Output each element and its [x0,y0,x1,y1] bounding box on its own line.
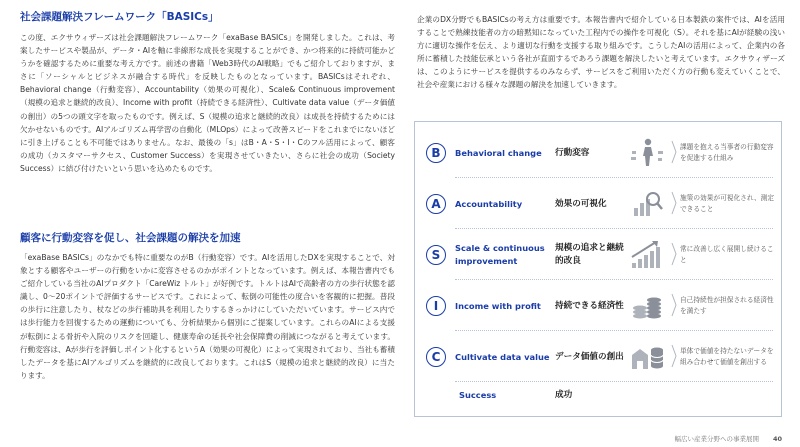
framework-ja: 成功 [555,389,573,400]
magnifier-chart-icon [628,188,666,220]
chevron-right-icon [671,344,677,368]
framework-ja: 行動変容 [555,147,590,158]
divider [455,177,773,178]
framework-en: Scale & continuous improvement [455,243,545,266]
page-number: 40 [772,435,782,443]
framework-en: Income with profit [455,300,541,311]
framework-en: Accountability [455,198,523,209]
framework-en: Cultivate data value [455,351,550,362]
framework-row-b [415,134,781,182]
divider [455,279,773,280]
framework-row-success [415,376,781,424]
letter-circle: I [426,296,446,316]
framework-ja: 規模の追求と継続的改良 [555,243,624,266]
letter-circle: A [426,194,446,214]
framework-desc: 課題を抱える当事者の行動変容を促進する仕組み [680,143,774,162]
person-walking-icon [628,137,666,169]
chevron-right-icon [671,293,677,317]
framework-en: Behavioral change [455,147,542,158]
framework-row-s [415,236,781,284]
right-text: 企業のDX分野でもBASICsの考え方は重要です。本報告書内で紹介している日本製鉄の案件では、AIを活用することで熟練技能者の方の暗黙知になっていた工程内での操作を可視化（S）。それを基にAIが経験の浅い方に適切な操作を伝え、より適切な行動を支援する取り組みです。こうしたAIの活用によって、企業内の各所に蓄積した技能伝承という各社が直面するであろう課題を解決したいと考えています。エクサウィザーズは、このようにサービスを提供するのみならず、サービスをご利用いただく方の行動も変えていくことで、社会や産業における様々な課題の解決を加速していきます。 [417,15,785,90]
letter-circle: B [426,143,446,163]
section2-title: 顧客に行動変容を促し、社会課題の解決を加速 [20,232,241,244]
framework-row-a [415,185,781,233]
section2-text: 「exaBase BASICs」のなかでも特に重要なのがB（行動変容）です。AIを活用したDXを実現することで、対象とする顧客やユーザーの行動をいかに変容させるのかがポイントとなっています。例えば、本報告書内でもご紹介している当社のAIプロダクト「CareWiz トルト」が好例です。トルトはAIで高齢者の方の歩行状態を認識し、0〜20ポイントで評価するサービスです。これによって、転倒の可能性の度合いを客観的に把握。普段の歩行に注意したり、杖などの歩行補助具を利用したりするきっかけにしていただいています。サービス内では歩行能力を回復するための運動についても、分析結果から個別にご提案しています。これらのAIによる支援が転倒による骨折や入院のリスクを回避し、健康寿命の延長や社会保障費の削減につながると考えています。行動変容は、Aが歩行を評価しポイント化するというA（効果の可視化）によって実現されており、当社も蓄積したデータを基にAIアルゴリズムを継続的に改良しております。これはS（規模の追求と継続的改良）に当たります。 [20,253,395,380]
coins-icon [628,290,666,322]
framework-row-i [415,287,781,335]
letter-circle: S [426,245,446,265]
footer-label: 幅広い産業分野への事業展開 [674,435,759,443]
divider [455,228,773,229]
data-store-icon [628,341,666,373]
chevron-right-icon [671,140,677,164]
divider [455,330,773,331]
section1-title: 社会課題解決フレームワーク「BASICs」 [20,11,219,23]
page-footer [674,434,782,443]
letter-circle: C [426,347,446,367]
framework-ja: データ価値の創出 [555,351,624,362]
framework-desc: 常に改善し広く展開し続けること [680,245,774,264]
basics-framework-box [414,121,782,417]
growth-bars-icon [628,239,666,271]
framework-desc: 単体で価値を持たないデータを組み合わせて価値を創出する [680,347,774,366]
framework-desc: 施策の効果が可視化され、測定できること [680,194,775,213]
framework-ja: 持続できる経済性 [555,300,624,311]
section1-text: この度、エクサウィザーズは社会課題解決フレームワーク「exaBase BASICs」を開発しました。これは、考案したサービスや製品が、データ・AIを軸に非線形な成長を実現することができ、かつ将来的に持続可能かどうかを確認するために重要な考え方です。前述の書籍「Web3時代のAI戦略」でもご紹介しておりますが、まさに「ソーシャルとビジネスが融合する時代」を反映したものとなっています。BASICsはそれぞれ、Behavioral change（行動変容）、Accountability（効果の可視化）、Scale& Continuous improvement（規模の追求と継続的改良）、Income with profit（持続できる経済性）、Cultivate data value（データ価値の創出）の5つの頭文字を取ったものです。例えば、S（規模の追求と継続的改良）は成長を持続するためには欠かせないものです。AIアルゴリズム再学習の自動化（MLOps）によって改善スピードをこれまでにないほどに引き上げることも不可能ではありません。なお、最後の「s」はB・A・S・I・Cのフル活用によって、顧客の成功（カスタマーサクセス、Customer Success）を実現させていきたい、さらに社会の成功（Society Success）に結び付けたいという思いを込めたものです。 [20,33,395,173]
framework-en: Success [459,389,497,400]
chevron-right-icon [671,191,677,215]
framework-desc: 自己持続性が担保される経済性を満たす [680,296,774,315]
framework-ja: 効果の可視化 [555,198,607,209]
chevron-right-icon [671,242,677,266]
